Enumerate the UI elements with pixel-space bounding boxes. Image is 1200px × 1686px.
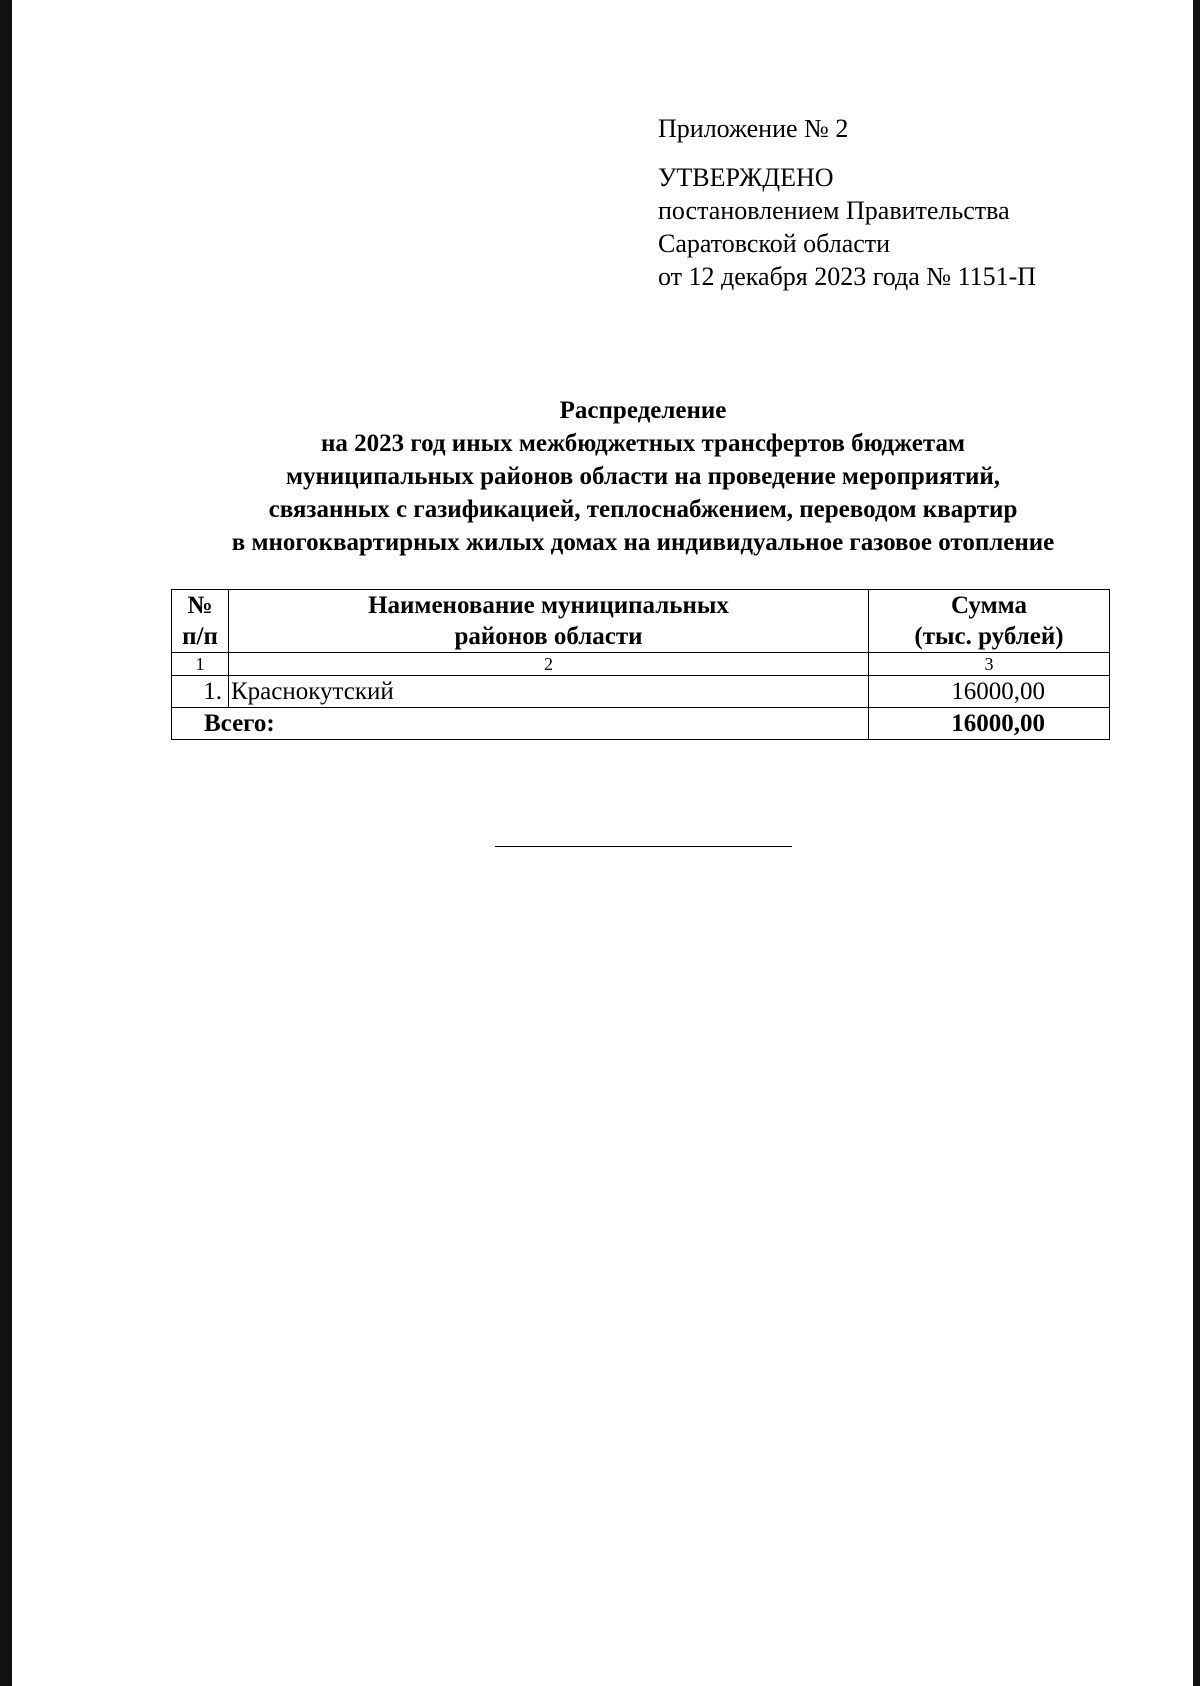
column-index-2: 2 [229,653,869,676]
title-line-5: в многоквартирных жилых домах на индивидуальное газовое отопление [231,529,1055,556]
table-header-row [172,590,1110,653]
approval-block [658,112,1036,293]
row-num: 1. [172,676,229,708]
header-sum [869,590,1110,653]
end-of-document-line [495,846,792,847]
header-num-line-2: п/п [182,623,218,650]
total-label: Всего: [172,708,869,740]
distribution-table [171,589,1110,740]
approval-line-1: постановлением Правительства [658,196,1010,225]
approval-line-2: Саратовской области [658,229,891,258]
header-sum-line-2: (тыс. рублей) [914,623,1064,650]
scan-edge-left [0,0,12,1686]
header-num-line-1: № [187,592,213,619]
total-row [172,708,1110,740]
total-sum: 16000,00 [869,708,1110,740]
scan-edge-right [1193,0,1200,1686]
column-index-1: 1 [172,653,229,676]
header-sum-line-1: Сумма [951,592,1027,619]
table-row [172,676,1110,708]
title-line-3: муниципальных районов области на проведение мероприятий, [285,463,1001,490]
header-num [172,590,229,653]
column-index-row [172,653,1110,676]
title-line-1: Распределение [559,397,727,424]
approved-stamp-text: УТВЕРЖДЕНО [658,163,834,192]
header-name-line-1: Наименование муниципальных [368,592,729,619]
row-district-name: Краснокутский [229,676,869,708]
row-sum: 16000,00 [869,676,1110,708]
header-name [229,590,869,653]
header-name-line-2: районов области [454,623,643,650]
title-line-2: на 2023 год иных межбюджетных трансфертов бюджетам [320,430,966,457]
annex-number: Приложение № 2 [658,114,849,143]
approval-line-3: от 12 декабря 2023 года № 1151-П [658,262,1037,291]
title-line-4: связанных с газификацией, теплоснабжением, переводом квартир [268,496,1018,523]
column-index-3: 3 [869,653,1110,676]
document-title [150,394,1136,559]
